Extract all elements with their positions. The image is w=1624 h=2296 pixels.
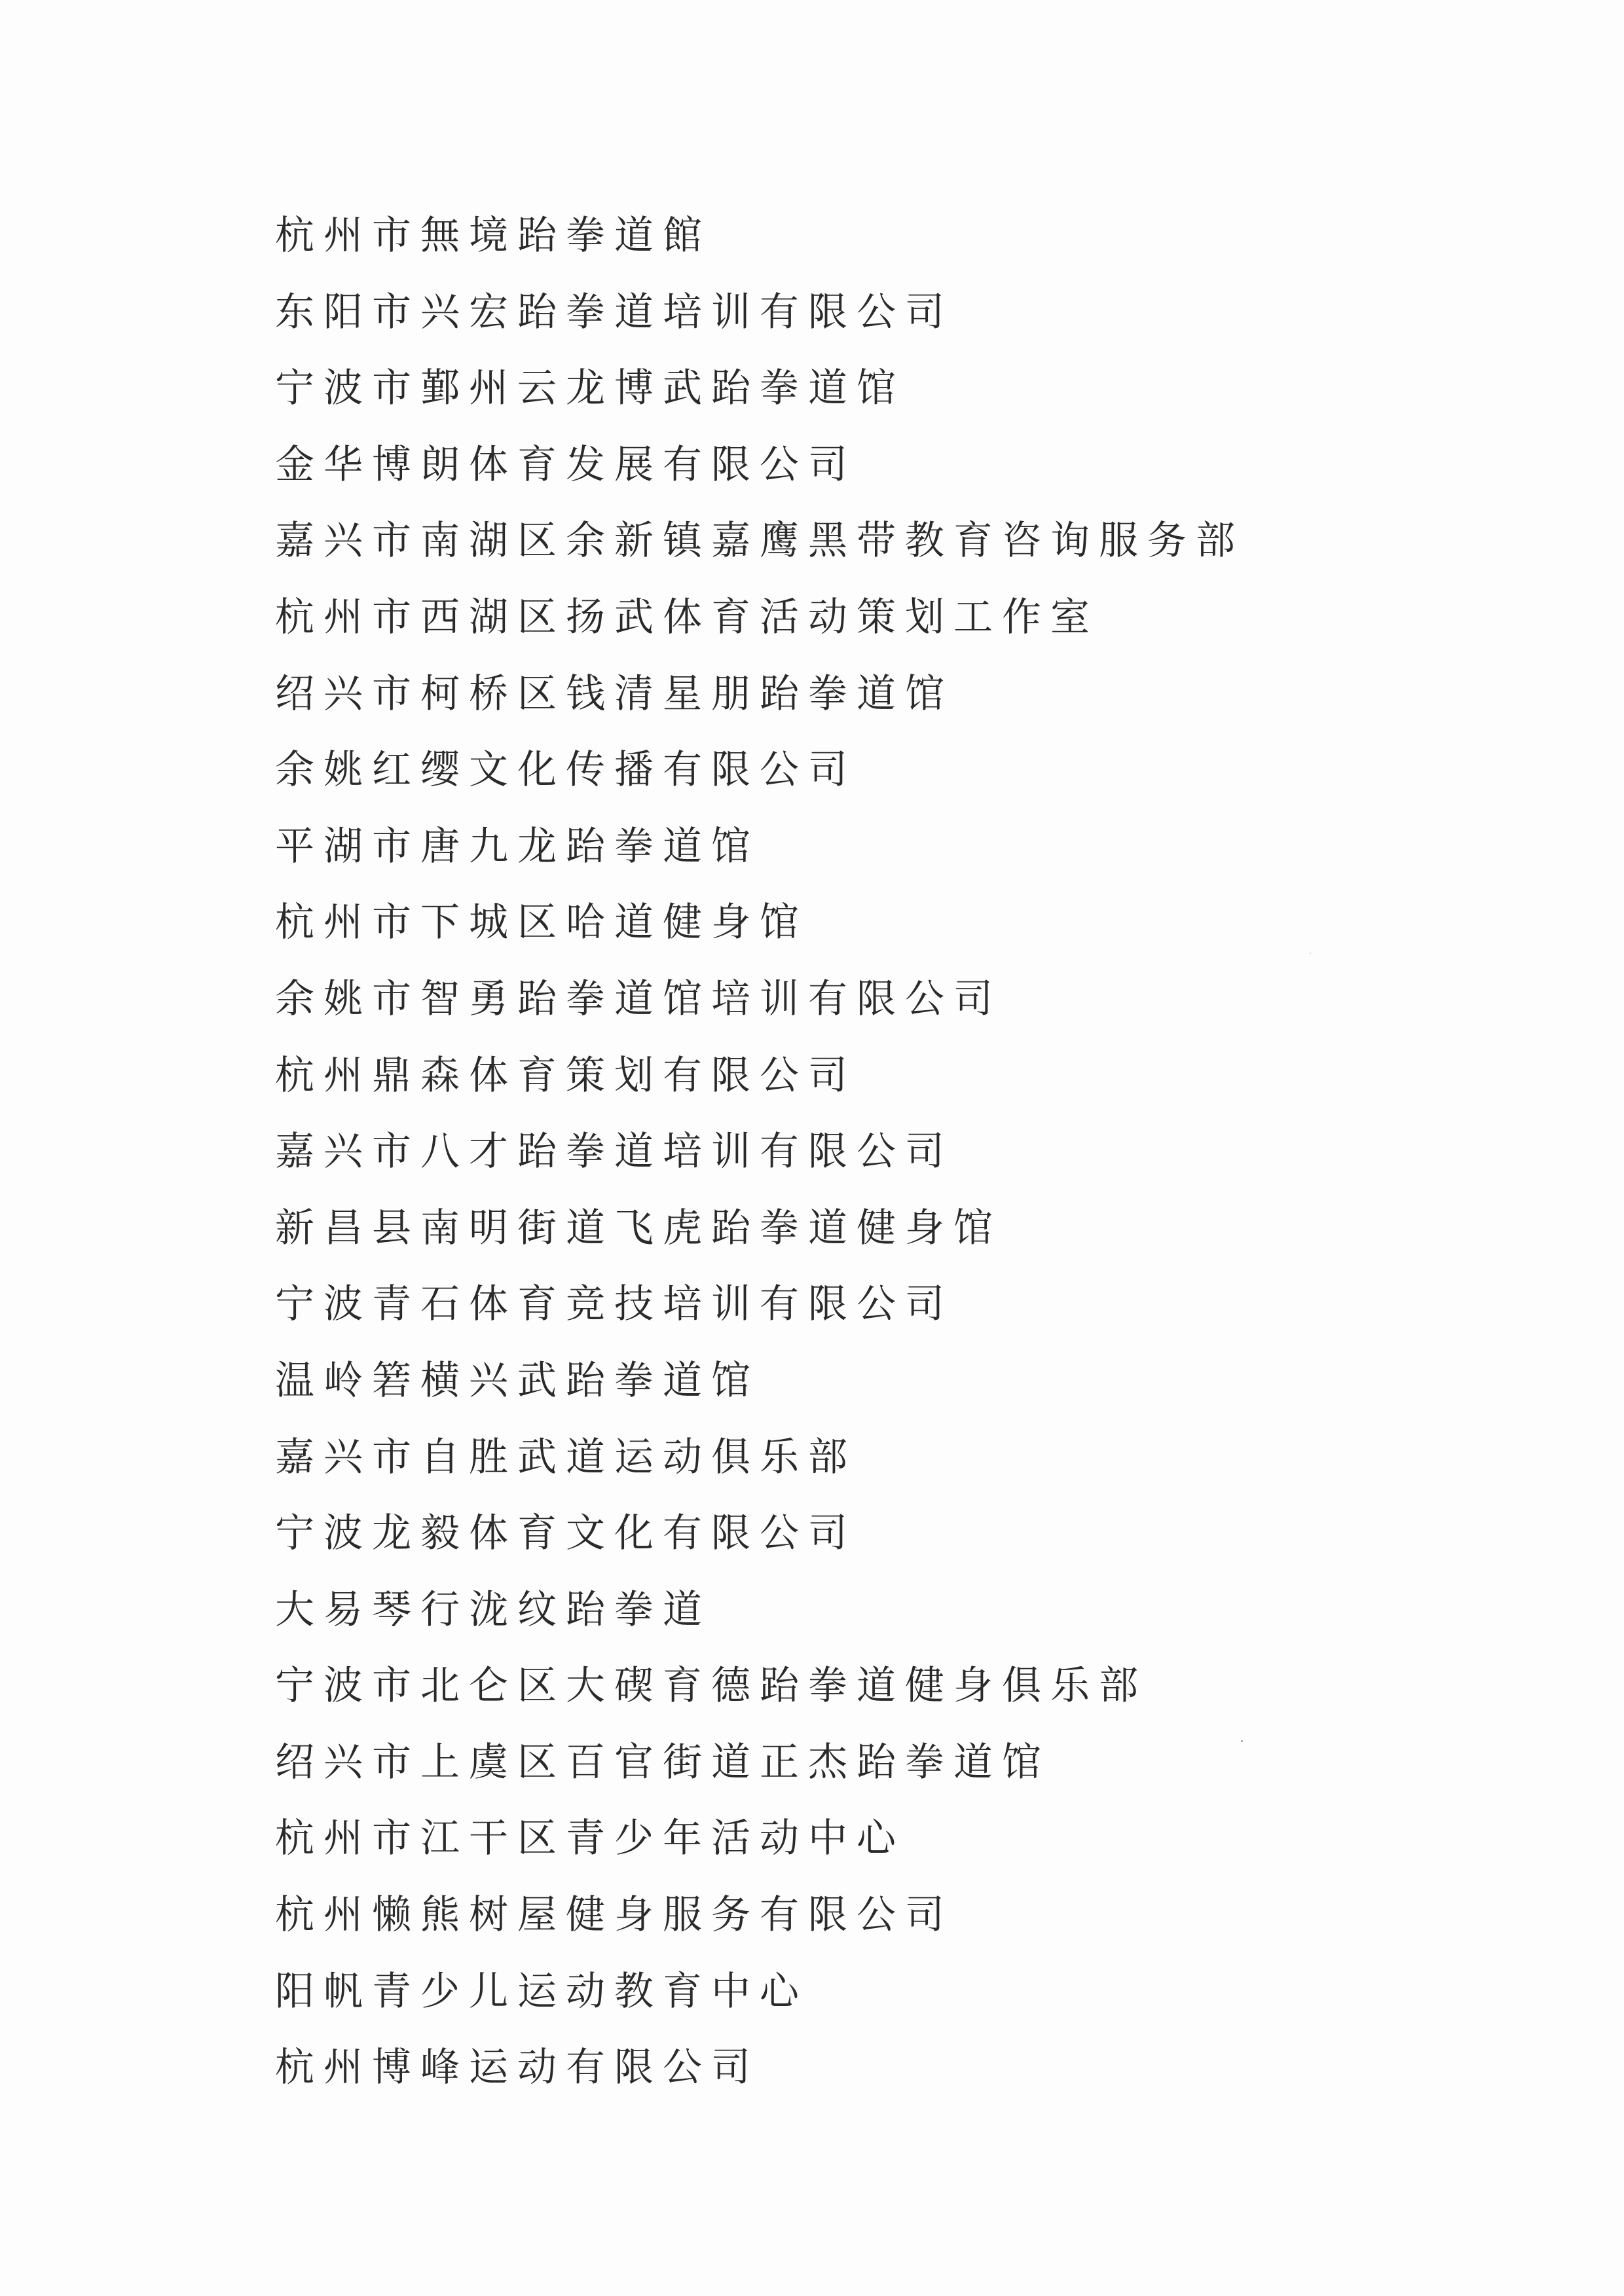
list-item: 宁波龙毅体育文化有限公司 [275, 1510, 857, 1557]
list-item: 绍兴市柯桥区钱清星朋跆拳道馆 [275, 670, 953, 717]
list-item: 杭州懒熊树屋健身服务有限公司 [275, 1892, 953, 1939]
list-item: 绍兴市上虞区百官街道正杰跆拳道馆 [275, 1739, 1050, 1785]
list-item: 金华博朗体育发展有限公司 [275, 441, 857, 488]
list-item: 杭州市江干区青少年活动中心 [275, 1815, 905, 1862]
organization-list [275, 210, 1244, 2118]
list-item: 温岭箬横兴武跆拳道馆 [275, 1357, 760, 1404]
scan-speck [1241, 1740, 1243, 1742]
list-item: 杭州市下城区哈道健身馆 [275, 900, 808, 946]
list-item: 大易琴行泷纹跆拳道 [275, 1586, 711, 1633]
list-item: 杭州市西湖区扬武体育活动策划工作室 [275, 594, 1099, 640]
list-item: 嘉兴市自胜武道运动俱乐部 [275, 1434, 857, 1480]
list-item: 余姚红缨文化传播有限公司 [275, 747, 857, 793]
list-item: 东阳市兴宏跆拳道培训有限公司 [275, 289, 953, 335]
list-item: 杭州鼎森体育策划有限公司 [275, 1052, 857, 1099]
list-item: 阳帆青少儿运动教育中心 [275, 1968, 808, 2014]
list-item: 嘉兴市南湖区余新镇嘉鹰黑带教育咨询服务部 [275, 518, 1244, 564]
list-item: 宁波市北仑区大碶育德跆拳道健身俱乐部 [275, 1663, 1147, 1709]
list-item: 新昌县南明街道飞虎跆拳道健身馆 [275, 1205, 1002, 1251]
list-item: 平湖市唐九龙跆拳道馆 [275, 823, 760, 869]
list-item: 余姚市智勇跆拳道馆培训有限公司 [275, 975, 1002, 1022]
list-item: 杭州博峰运动有限公司 [275, 2045, 760, 2091]
list-item: 杭州市無境跆拳道館 [275, 213, 711, 259]
list-item: 宁波青石体育竞技培训有限公司 [275, 1281, 953, 1328]
list-item: 嘉兴市八才跆拳道培训有限公司 [275, 1129, 953, 1175]
scan-speck [1310, 953, 1311, 954]
list-item: 宁波市鄞州云龙博武跆拳道馆 [275, 365, 905, 412]
